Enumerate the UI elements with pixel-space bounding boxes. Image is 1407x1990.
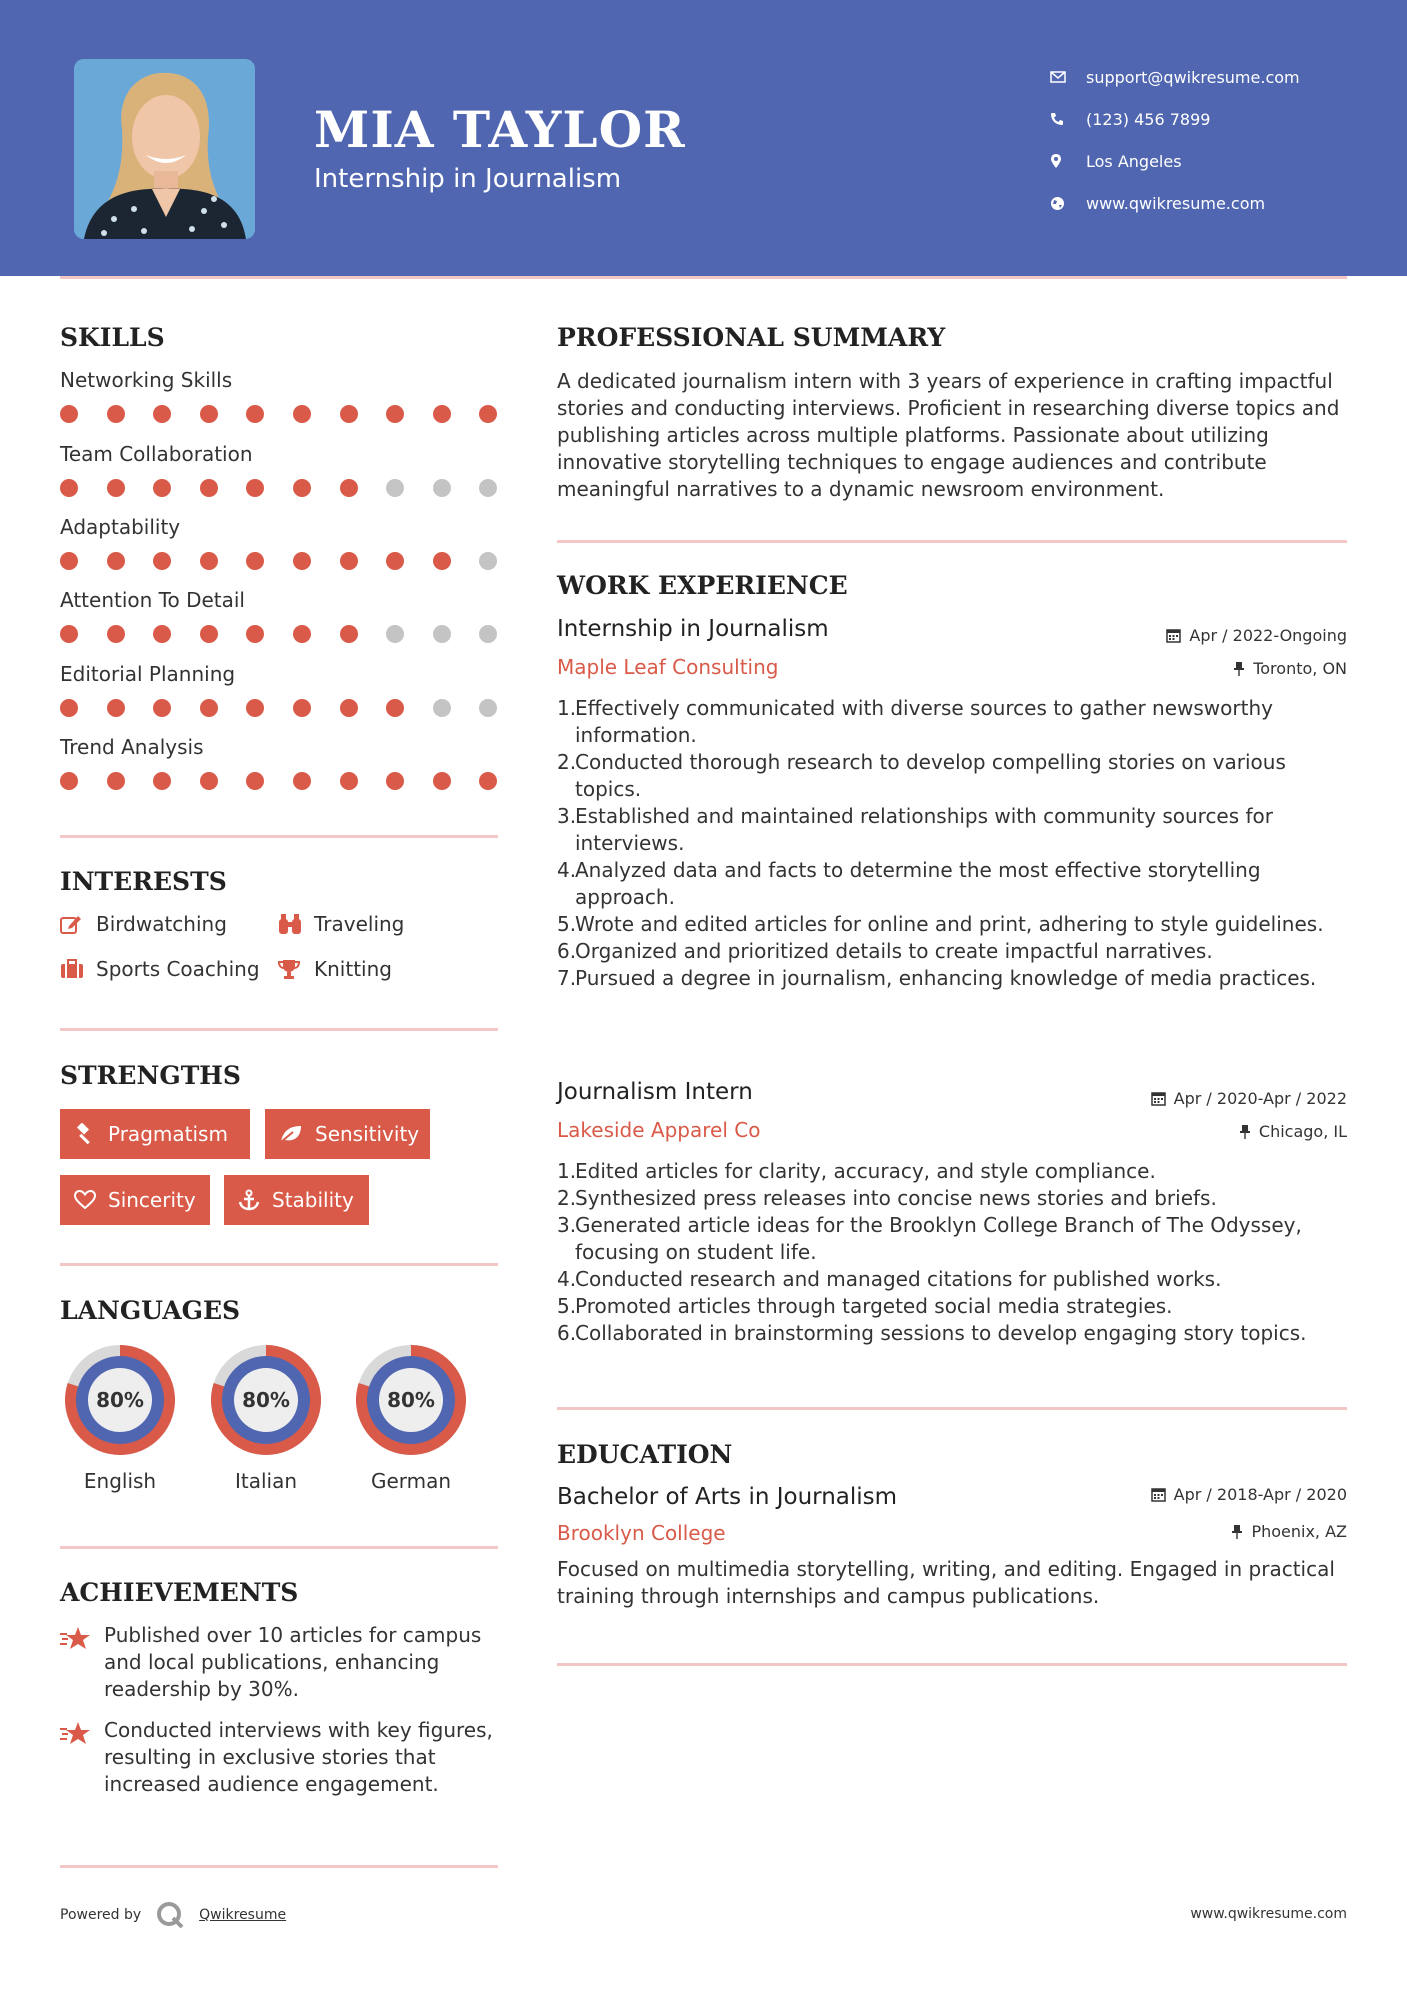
language-item (205, 1339, 327, 1493)
skill-dot-filled (153, 772, 171, 790)
job-dates-text: Apr / 2020-Apr / 2022 (1173, 1089, 1347, 1108)
envelope-icon (1050, 71, 1086, 83)
language-ring (350, 1339, 472, 1461)
skill-name: Trend Analysis (60, 735, 204, 759)
language-percent: 80% (387, 1388, 435, 1412)
contact-website[interactable] (1050, 182, 1300, 224)
calendar-icon (1151, 1487, 1166, 1502)
skill-dot-filled (293, 625, 311, 643)
map-marker-icon (1050, 153, 1086, 169)
skill-dot-empty (433, 625, 451, 643)
skill-dot-filled (107, 625, 125, 643)
skill-rating (60, 699, 498, 717)
job-bullet: 6. Collaborated in brainstorming sessions to develop engaging story topics. (557, 1321, 1307, 1345)
trophy-icon (278, 958, 314, 980)
skill-name: Team Collaboration (60, 442, 253, 466)
summary-text: A dedicated journalism intern with 3 years of experience in crafting impactful stories and conducting interviews. Proficient in researching diverse topics and publishing articles across multiple platforms. Passionate about utilizing innovative storytelling techniques to engage audiences and contribute meaningful narratives to a dynamic newsroom environment. (557, 369, 1340, 501)
language-item (59, 1339, 181, 1493)
skill-dot-empty (386, 479, 404, 497)
heart-icon (74, 1190, 96, 1210)
company-name: Lakeside Apparel Co (557, 1118, 761, 1142)
qwikresume-link[interactable]: Qwikresume (199, 1907, 287, 1923)
skills-heading: SKILLS (60, 323, 165, 352)
skill-dot-filled (386, 772, 404, 790)
interest-item (60, 957, 260, 981)
contact-email-text: support@qwikresume.com (1086, 67, 1300, 87)
skill-dot-filled (153, 552, 171, 570)
job-dates (1151, 1089, 1347, 1108)
skill-dot-filled (386, 405, 404, 423)
interest-item (278, 957, 392, 981)
skill-dot-filled (107, 772, 125, 790)
skill-dot-filled (293, 552, 311, 570)
skill-dot-empty (386, 625, 404, 643)
skill-dot-filled (107, 405, 125, 423)
job-bullets (557, 1158, 1347, 1347)
profile-photo (74, 59, 255, 239)
section-divider (60, 835, 498, 838)
skill-dot-filled (200, 699, 218, 717)
strength-label: Pragmatism (108, 1122, 228, 1146)
language-percent: 80% (96, 1388, 144, 1412)
calendar-icon (1151, 1091, 1166, 1106)
skill-rating (60, 405, 498, 423)
skill-dot-filled (340, 772, 358, 790)
skill-dot-filled (60, 552, 78, 570)
contact-phone-text: (123) 456 7899 (1086, 109, 1211, 129)
interest-label: Traveling (314, 912, 405, 936)
skill-dot-filled (433, 552, 451, 570)
skill-dot-filled (107, 479, 125, 497)
section-divider (557, 1407, 1347, 1410)
header-divider (60, 276, 1347, 279)
interest-label: Knitting (314, 957, 392, 981)
education-description: Focused on multimedia storytelling, writing, and editing. Engaged in practical training through internships and campus publications. (557, 1557, 1335, 1608)
language-ring (205, 1339, 327, 1461)
skill-rating (60, 772, 498, 790)
briefcase-icon (60, 959, 96, 979)
pencil-square-icon (60, 914, 96, 934)
achievements-heading: ACHIEVEMENTS (60, 1578, 299, 1607)
job-location-text: Toronto, ON (1253, 659, 1347, 678)
powered-by-text: Powered by (60, 1907, 142, 1923)
skill-dot-empty (433, 699, 451, 717)
skill-name: Adaptability (60, 515, 181, 539)
globe-icon (1050, 196, 1086, 211)
strength-tag (60, 1109, 250, 1159)
skill-dot-filled (60, 772, 78, 790)
skill-name: Editorial Planning (60, 662, 236, 686)
section-divider (557, 1663, 1347, 1666)
languages-heading: LANGUAGES (60, 1296, 241, 1325)
interest-label: Sports Coaching (96, 957, 260, 981)
skill-dot-filled (293, 699, 311, 717)
company-name: Maple Leaf Consulting (557, 655, 779, 679)
qwikresume-logo-icon (155, 1900, 185, 1930)
skill-dot-empty (479, 699, 497, 717)
skill-dot-filled (246, 772, 264, 790)
skill-dot-filled (246, 625, 264, 643)
leaf-icon (279, 1124, 303, 1144)
skill-dot-filled (153, 479, 171, 497)
contact-list (1050, 56, 1300, 224)
interest-item (60, 912, 227, 936)
education-heading: EDUCATION (557, 1440, 733, 1469)
skill-dot-filled (246, 479, 264, 497)
job-title: Journalism Intern (557, 1079, 753, 1105)
anchor-icon (238, 1189, 260, 1211)
contact-phone[interactable] (1050, 98, 1300, 140)
achievement-item (60, 1622, 500, 1703)
interest-label: Birdwatching (96, 912, 227, 936)
skill-dot-filled (340, 625, 358, 643)
pushpin-icon (1239, 1124, 1251, 1139)
skill-dot-filled (246, 552, 264, 570)
education-dates (1151, 1485, 1347, 1504)
skill-dot-filled (340, 405, 358, 423)
skill-dot-filled (293, 405, 311, 423)
phone-icon (1050, 112, 1086, 126)
skill-name: Networking Skills (60, 368, 233, 392)
education-dates-text: Apr / 2018-Apr / 2020 (1173, 1485, 1347, 1504)
interests-heading: INTERESTS (60, 867, 227, 896)
gavel-icon (74, 1123, 96, 1145)
strength-label: Sensitivity (315, 1122, 420, 1146)
skill-dot-filled (386, 699, 404, 717)
skill-dot-filled (200, 405, 218, 423)
skill-dot-filled (246, 699, 264, 717)
job-bullets (557, 695, 1347, 992)
strength-label: Stability (272, 1188, 354, 1212)
language-ring (59, 1339, 181, 1461)
job-location-text: Chicago, IL (1258, 1122, 1347, 1141)
job-bullet: 5. Wrote and edited articles for online and print, adhering to style guidelines. (557, 912, 1324, 936)
skill-dot-filled (153, 405, 171, 423)
skill-dot-filled (479, 772, 497, 790)
skill-rating (60, 479, 498, 497)
skill-dot-filled (386, 552, 404, 570)
contact-email[interactable] (1050, 56, 1300, 98)
job-dates-text: Apr / 2022-Ongoing (1189, 626, 1347, 645)
binoculars-icon (278, 913, 314, 935)
skill-dot-filled (107, 552, 125, 570)
language-name: German (370, 1469, 452, 1493)
school-name: Brooklyn College (557, 1521, 726, 1545)
star-icon (60, 1622, 104, 1703)
job-bullet: 4. Conducted research and managed citations for published works. (557, 1267, 1222, 1291)
skill-dot-filled (153, 699, 171, 717)
achievement-text: Published over 10 articles for campus and local publications, enhancing readership by 30%. (104, 1623, 482, 1701)
section-divider (60, 1546, 498, 1549)
skill-dot-filled (107, 699, 125, 717)
skill-name: Attention To Detail (60, 588, 245, 612)
calendar-icon (1166, 628, 1181, 643)
job-location (1233, 659, 1347, 678)
skill-rating (60, 552, 498, 570)
strength-tag (224, 1175, 369, 1225)
skill-dot-filled (246, 405, 264, 423)
strength-label: Sincerity (108, 1188, 196, 1212)
pushpin-icon (1233, 661, 1245, 676)
resume-header (0, 0, 1407, 276)
section-divider (60, 1263, 498, 1266)
pushpin-icon (1231, 1524, 1243, 1539)
contact-website-text: www.qwikresume.com (1086, 193, 1266, 213)
contact-location (1050, 140, 1300, 182)
degree-title: Bachelor of Arts in Journalism (557, 1484, 898, 1510)
summary-heading: PROFESSIONAL SUMMARY (557, 323, 946, 352)
strength-tag (60, 1175, 210, 1225)
skill-dot-filled (153, 625, 171, 643)
job-title: Internship in Journalism (557, 616, 829, 642)
contact-location-text: Los Angeles (1086, 151, 1182, 171)
skill-dot-empty (479, 552, 497, 570)
interest-item (278, 912, 404, 936)
skill-dot-filled (340, 699, 358, 717)
skill-dot-empty (479, 625, 497, 643)
job-bullet: 3. Generated article ideas for the Brooklyn College Branch of The Odyssey, focusing on student life. (557, 1213, 1302, 1264)
candidate-name: MIA TAYLOR (314, 100, 686, 159)
skill-dot-empty (479, 479, 497, 497)
skill-rating (60, 625, 498, 643)
language-percent: 80% (242, 1388, 290, 1412)
strength-tag (265, 1109, 430, 1159)
language-name: English (83, 1469, 157, 1493)
skill-dot-empty (433, 479, 451, 497)
education-location-text: Phoenix, AZ (1251, 1522, 1347, 1541)
job-location (1239, 1122, 1347, 1141)
job-bullet: 6. Organized and prioritized details to create impactful narratives. (557, 939, 1213, 963)
skill-dot-filled (340, 479, 358, 497)
skill-dot-filled (293, 479, 311, 497)
strengths-heading: STRENGTHS (60, 1061, 241, 1090)
language-name: Italian (234, 1469, 298, 1493)
skill-dot-filled (60, 625, 78, 643)
achievement-item (60, 1717, 500, 1798)
section-divider (60, 1028, 498, 1031)
achievement-text: Conducted interviews with key figures, resulting in exclusive stories that increased audience engagement. (104, 1718, 493, 1796)
job-bullet: 2. Conducted thorough research to develop compelling stories on various topics. (557, 750, 1286, 801)
skill-dot-filled (60, 699, 78, 717)
star-icon (60, 1717, 104, 1798)
job-bullet: 3. Established and maintained relationships with community sources for interviews. (557, 804, 1274, 855)
footer-powered-by (60, 1900, 286, 1930)
job-bullet: 1. Edited articles for clarity, accuracy, and style compliance. (557, 1159, 1156, 1183)
job-bullet: 5. Promoted articles through targeted social media strategies. (557, 1294, 1173, 1318)
experience-heading: WORK EXPERIENCE (557, 571, 848, 600)
education-location (1231, 1522, 1347, 1541)
skill-dot-filled (293, 772, 311, 790)
job-bullet: 4. Analyzed data and facts to determine the most effective storytelling approach. (557, 858, 1261, 909)
language-item (350, 1339, 472, 1493)
skill-dot-filled (200, 625, 218, 643)
job-bullet: 2. Synthesized press releases into concise news stories and briefs. (557, 1186, 1217, 1210)
skill-dot-filled (433, 772, 451, 790)
footer-website[interactable]: www.qwikresume.com (1190, 1906, 1347, 1922)
section-divider (60, 1865, 498, 1868)
skill-dot-filled (200, 552, 218, 570)
job-bullet: 1. Effectively communicated with diverse sources to gather newsworthy information. (557, 696, 1273, 747)
section-divider (557, 540, 1347, 543)
skill-dot-filled (479, 405, 497, 423)
skill-dot-filled (433, 405, 451, 423)
skill-dot-filled (60, 405, 78, 423)
skill-dot-filled (200, 479, 218, 497)
skill-dot-filled (60, 479, 78, 497)
job-bullet: 7. Pursued a degree in journalism, enhancing knowledge of media practices. (557, 966, 1317, 990)
job-dates (1166, 626, 1347, 645)
skill-dot-filled (200, 772, 218, 790)
skill-dot-filled (340, 552, 358, 570)
candidate-title: Internship in Journalism (314, 164, 622, 194)
